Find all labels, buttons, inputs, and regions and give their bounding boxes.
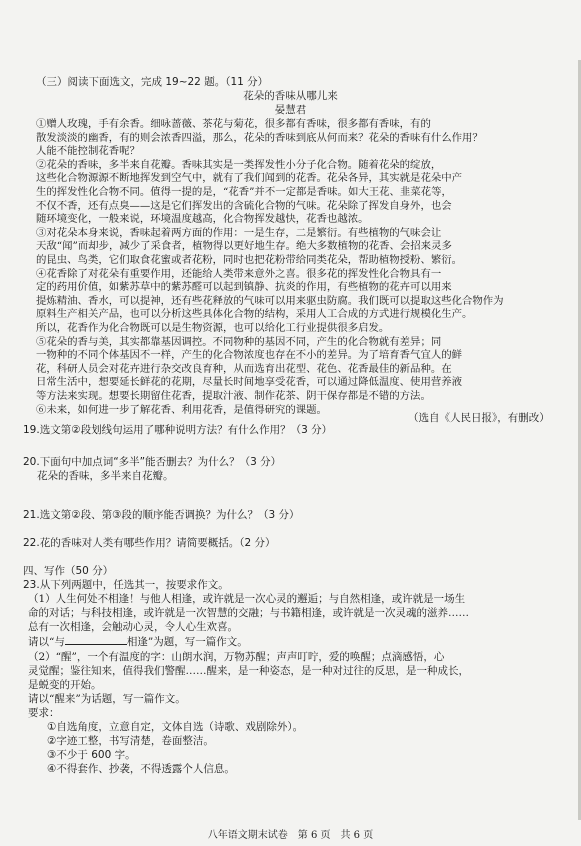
section-heading: （三）阅读下面选文，完成 19~22 题。（11 分） [36, 76, 269, 88]
paragraph-1-line-2: 散发淡淡的幽香，有的则会浓香四溢，那么，花朵的香味到底从何而来？花朵的香味有什么作用？ [36, 131, 483, 144]
paragraph-5-line-4: 日常生活中，想要延长鲜花的花期，尽量长时间地享受花香，可以通过降低温度、使用营养液 [36, 376, 463, 389]
paragraph-2-line-3: 生的挥发性化合物不同。值得一提的是，“花香”并不一定都是香味。如大王花、韭菜花等， [36, 186, 452, 198]
option-2-line-3: 是蜕变的开始。 [28, 679, 102, 691]
option-1-prompt-end: 相逢”为题，写一篇作文。 [126, 636, 248, 648]
paragraph-5-line-5: 等方法来实现。想要长期留住花香，提取汁液、制作花茶、阴干保存都是不错的方法。 [36, 390, 431, 402]
question-22: 22.花的香味对人类有哪些作用？请简要概括。（2 分） [23, 537, 276, 549]
paragraph-4-line-3: 提炼精油、香水，可以提神，还有些花释放的气味可以用来驱虫防腐。我们既可以提取这些化合物作为 [36, 294, 504, 307]
requirements-label: 要求： [28, 707, 60, 719]
paragraph-2-line-5: 随环境变化，一般来说，环境温度越高，化合物挥发越快，花香也越浓。 [36, 213, 369, 226]
option-1-line-3: 总有一次相逢，会触动心灵，令人心生欢喜。 [28, 621, 238, 633]
paragraph-6-line-1: ⑥未来，如何进一步了解花香、利用花香，是值得研究的课题。 [36, 403, 327, 416]
paragraph-4-line-1: ④花香除了对花朵有重要作用，还能给人类带来意外之喜。很多花的挥发性化合物具有一 [36, 267, 442, 280]
paragraph-5-line-1: ⑤花朵的香与美，其实都靠基因调控。不同物种的基因不同，产生的化合物就有差异；同 [36, 335, 442, 348]
paragraph-1-line-1: ①赠人玫瑰，手有余香。细咏蔷薇、茶花与菊花，很多都有香味，很多都有香味，有的 [36, 118, 431, 130]
paragraph-2-line-1: ②花朵的香味，多半来自花瓣。香味其实是一类挥发性小分子化合物。随着花朵的绽放， [36, 158, 442, 171]
paragraph-4-line-4: 原料生产相关产品，也可以分析这些具体化合物的结构，采用人工合成的方式进行规模化生产。 [36, 308, 473, 321]
paragraph-5-line-2: 一物种的不同个体基因不一样，产生的化合物浓度也存在不小的差异。为了培育香气宜人的鲜 [36, 349, 463, 362]
question-23: 23.从下列两题中，任选其一，按要求作文。 [23, 579, 229, 591]
writing-heading: 四、写作（50 分） [23, 565, 114, 577]
option-1-prompt [28, 635, 248, 649]
paragraph-4-line-2: 定的药用价值，如紫苏草中的紫苏醛可以起到镇静、抗炎的作用，有些植物的花卉可以用来 [36, 281, 452, 294]
option-2-line-2: 灵觉醒；鉴往知来，值得我们警醒……醒来，是一种姿态，是一种对过往的反思，是一种成长， [28, 665, 469, 677]
paragraph-3-line-3: 的昆虫、鸟类，它们取食花蜜或者花粉，同时也把花粉带给同类花朵，帮助植物授粉、繁衍。 [36, 254, 463, 266]
requirement-3: ③不少于 600 字。 [47, 749, 136, 761]
paragraph-3-line-1: ③对花朵本身来说，香味起着两方面的作用：一是生存，二是繁衍。有些植物的气味会让 [36, 226, 442, 239]
page-footer: 八年语文期末试卷 第 6 页 共 6 页 [207, 830, 374, 841]
requirement-1: ①自选角度，立意自定，文体自选（诗歌、戏剧除外）。 [47, 721, 304, 733]
question-21: 21.选文第②段、第③段的顺序能否调换？为什么？（3 分） [23, 509, 300, 521]
paragraph-2-line-2: 这些化合物源源不断地挥发到空气中，就有了我们闻到的花香。花朵各异，其实就是花朵中产 [36, 172, 463, 185]
paragraph-2-line-4: 不仅不香，还有点臭——这是它们挥发出的含硫化合物的气味。花朵除了挥发自身外，也会 [36, 199, 452, 212]
option-1-line-1: （1）人生何处不相逢！与他人相逢，或许就是一次心灵的邂逅；与自然相逢，或许就是一场生 [28, 593, 466, 605]
requirement-2: ②字迹工整，书写清楚，卷面整洁。 [47, 735, 214, 747]
paragraph-4-line-5: 所以，花香作为化合物既可以是生物资源，也可以给化工行业提供很多启发。 [36, 322, 390, 334]
title-blank [65, 635, 127, 645]
option-2-line-1: （2）“醒”，一个有温度的字：山朗水润，万物苏醒；声声叮咛，爱的唤醒；点滴感悟，心 [28, 651, 445, 663]
paragraph-5-line-3: 花，科研人员会对花卉进行杂交改良育种，从而选育出花型、花色、花香最佳的新品种。在 [36, 362, 452, 375]
paragraph-3-line-2: 天敌“闻”而却步，减少了采食者，植物得以更好地生存。绝大多数植物的花香、会招来灵多 [36, 240, 452, 253]
article-author: 晏慧君 [274, 104, 307, 116]
option-2-prompt: 请以“醒来”为话题，写一篇作文。 [28, 693, 186, 705]
option-1-prompt-start: 请以“与 [28, 636, 65, 648]
question-20-quote: 花朵的香味，多半来自花瓣。 [37, 470, 174, 482]
question-20: 20.下面句中加点词“多半”能否删去？为什么？（3 分） [23, 456, 282, 468]
question-19: 19.选文第②段划线句运用了哪种说明方法？有什么作用？（3 分） [23, 424, 333, 436]
option-1-line-2: 命的对话；与科技相逢，或许就是一次智慧的交融；与书籍相逢，或许就是一次灵魂的滋养…… [28, 607, 469, 619]
article-source: （选自《人民日报》，有删改） [408, 412, 550, 424]
paragraph-1-line-3: 人能不能控制花香呢？ [36, 145, 140, 158]
article-title: 花朵的香味从哪儿来 [243, 90, 338, 102]
requirement-4: ④不得套作、抄袭，不得透露个人信息。 [47, 763, 235, 775]
